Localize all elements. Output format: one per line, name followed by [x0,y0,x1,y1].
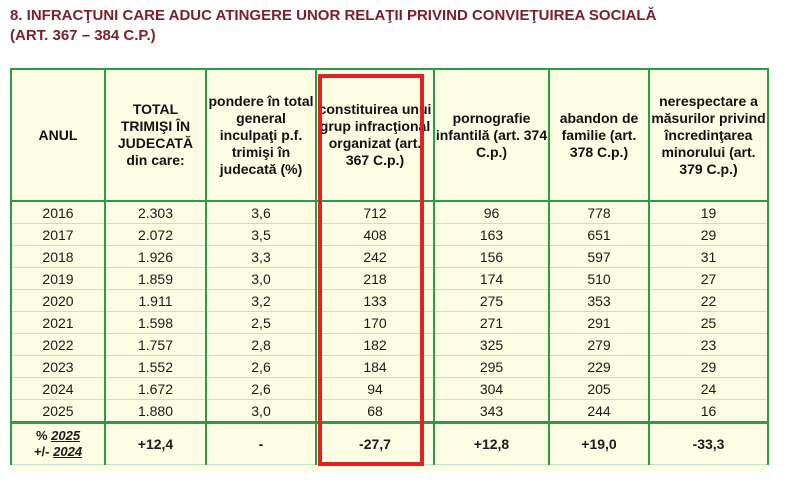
table-row [11,400,768,423]
page-title [10,6,780,46]
cell-total: 1.598 [105,312,206,334]
cell-family-abandonment: 291 [549,312,649,334]
table-row [11,224,768,246]
cell-total: 2.072 [105,224,206,246]
cell-share: 2,5 [206,312,316,334]
table-row [11,246,768,268]
header-total: TOTAL TRIMIŞI ÎN JUDECATĂ din care: [105,69,206,201]
table-row [11,356,768,378]
cell-total: 1.911 [105,290,206,312]
summary-total: +12,4 [105,423,206,465]
header-year: ANUL [11,69,105,201]
header-row [11,69,768,201]
cell-organized-group: 170 [316,312,434,334]
cell-child-custody: 29 [649,224,768,246]
table-row [11,334,768,356]
cell-total: 1.552 [105,356,206,378]
cell-child-custody: 16 [649,400,768,423]
cell-organized-group: 68 [316,400,434,423]
cell-organized-group: 182 [316,334,434,356]
cell-share: 3,3 [206,246,316,268]
summary-row [11,423,768,465]
cell-child-pornography: 174 [434,268,549,290]
header-organized-group: constituirea unui grup infracţional organizat (art. 367 C.p.) [316,69,434,201]
summary-organized-group: -27,7 [316,423,434,465]
cell-family-abandonment: 651 [549,224,649,246]
header-family-abandonment: abandon de familie (art. 378 C.p.) [549,69,649,201]
header-child-custody: nerespectare a măsurilor privind încredinţarea minorului (art. 379 C.p.) [649,69,768,201]
cell-child-custody: 29 [649,356,768,378]
summary-family-abandonment: +19,0 [549,423,649,465]
cell-share: 3,0 [206,400,316,423]
cell-organized-group: 133 [316,290,434,312]
cell-family-abandonment: 229 [549,356,649,378]
cell-family-abandonment: 510 [549,268,649,290]
table-row [11,312,768,334]
cell-family-abandonment: 205 [549,378,649,400]
table-body [11,201,768,423]
cell-year: 2019 [11,268,105,290]
cell-child-pornography: 295 [434,356,549,378]
summary-child-pornography: +12,8 [434,423,549,465]
summary-child-custody: -33,3 [649,423,768,465]
cell-share: 3,6 [206,201,316,224]
summary-label-year-top: 2025 [51,428,81,443]
cell-family-abandonment: 597 [549,246,649,268]
cell-year: 2016 [11,201,105,224]
summary-label-percent: % [35,428,48,443]
statistics-table [10,68,769,465]
cell-child-custody: 19 [649,201,768,224]
cell-child-pornography: 96 [434,201,549,224]
cell-total: 1.880 [105,400,206,423]
cell-child-custody: 22 [649,290,768,312]
cell-child-pornography: 163 [434,224,549,246]
cell-child-custody: 31 [649,246,768,268]
cell-organized-group: 184 [316,356,434,378]
cell-share: 3,2 [206,290,316,312]
cell-total: 1.926 [105,246,206,268]
cell-family-abandonment: 244 [549,400,649,423]
table-row [11,268,768,290]
cell-family-abandonment: 353 [549,290,649,312]
summary-label-year-bottom: 2024 [53,444,83,459]
cell-share: 2,6 [206,356,316,378]
cell-child-pornography: 325 [434,334,549,356]
cell-year: 2024 [11,378,105,400]
header-child-pornography: pornografie infantilă (art. 374 C.p.) [434,69,549,201]
cell-year: 2025 [11,400,105,423]
cell-organized-group: 408 [316,224,434,246]
cell-child-pornography: 271 [434,312,549,334]
table-row [11,378,768,400]
cell-year: 2020 [11,290,105,312]
cell-year: 2018 [11,246,105,268]
cell-year: 2017 [11,224,105,246]
cell-total: 1.859 [105,268,206,290]
cell-child-custody: 23 [649,334,768,356]
table-row [11,290,768,312]
cell-share: 2,8 [206,334,316,356]
cell-organized-group: 712 [316,201,434,224]
cell-share: 3,0 [206,268,316,290]
title-line-2: (ART. 367 – 384 C.P.) [10,27,156,44]
cell-family-abandonment: 778 [549,201,649,224]
summary-label [11,423,105,465]
cell-family-abandonment: 279 [549,334,649,356]
cell-child-custody: 25 [649,312,768,334]
cell-total: 2.303 [105,201,206,224]
title-line-1: 8. INFRACŢUNI CARE ADUC ATINGERE UNOR RELAŢII PRIVIND CONVIEŢUIREA SOCIALĂ [10,7,657,24]
cell-share: 3,5 [206,224,316,246]
table-row [11,201,768,224]
cell-child-pornography: 343 [434,400,549,423]
cell-year: 2021 [11,312,105,334]
cell-child-pornography: 304 [434,378,549,400]
cell-year: 2023 [11,356,105,378]
cell-child-custody: 24 [649,378,768,400]
summary-share: - [206,423,316,465]
summary-label-diff: +/- [33,444,50,459]
cell-child-pornography: 275 [434,290,549,312]
cell-organized-group: 94 [316,378,434,400]
cell-child-pornography: 156 [434,246,549,268]
cell-organized-group: 242 [316,246,434,268]
cell-organized-group: 218 [316,268,434,290]
header-share: pondere în total general inculpaţi p.f. trimişi în judecată (%) [206,69,316,201]
cell-year: 2022 [11,334,105,356]
cell-share: 2,6 [206,378,316,400]
cell-child-custody: 27 [649,268,768,290]
statistics-table-container [10,68,767,472]
cell-total: 1.672 [105,378,206,400]
cell-total: 1.757 [105,334,206,356]
